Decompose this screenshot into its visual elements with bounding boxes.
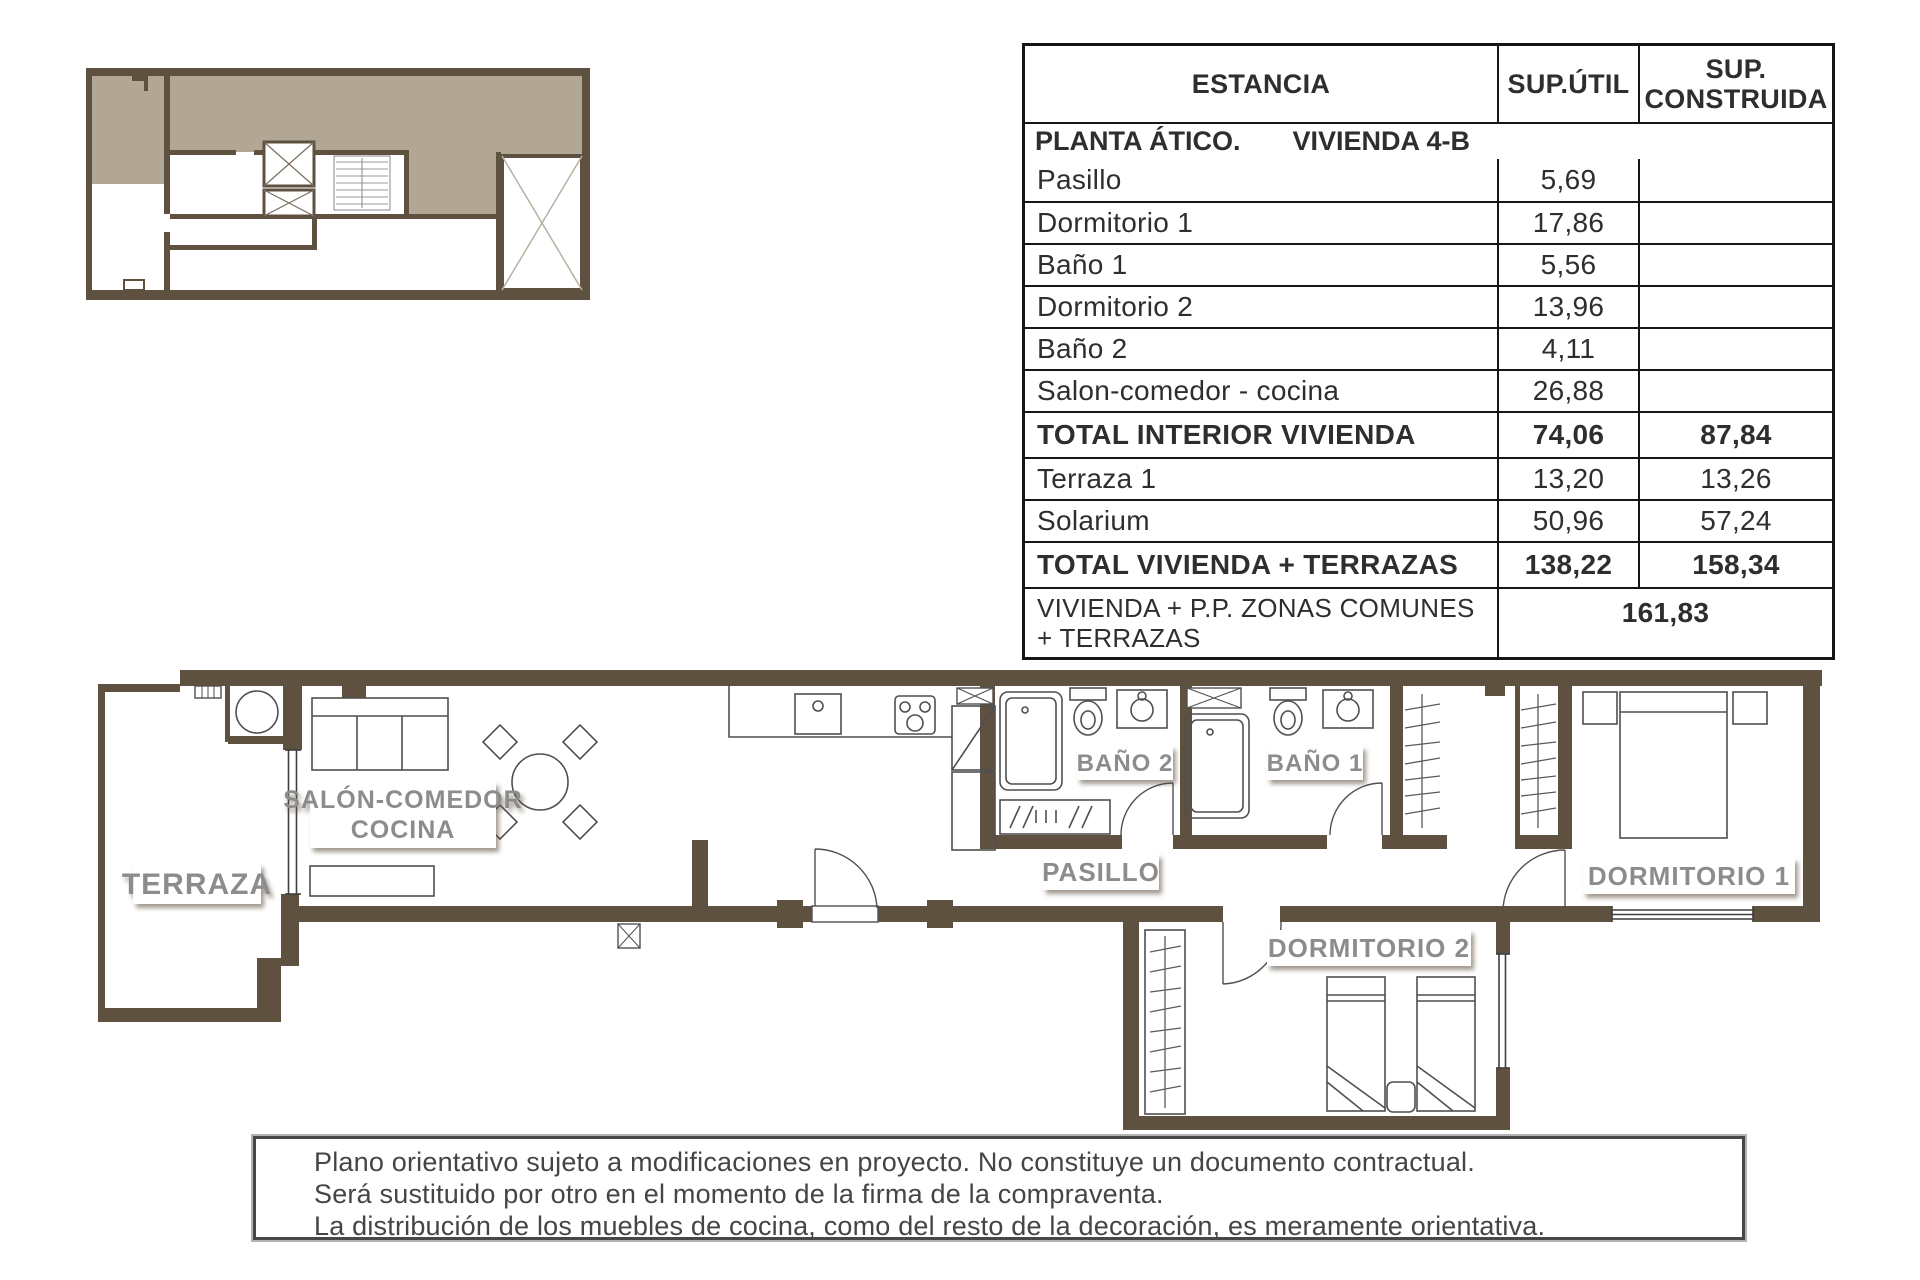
table-row <box>1025 541 1832 587</box>
row-sup-construida <box>1640 371 1832 411</box>
header-sup-util: SUP.ÚTIL <box>1499 46 1640 122</box>
row-label: TOTAL INTERIOR VIVIENDA <box>1025 413 1499 457</box>
table-header-row <box>1025 46 1832 122</box>
disclaimer-line-3: La distribución de los muebles de cocina, como del resto de la decoración, es meramente orientativa. <box>314 1211 1546 1241</box>
plan-furniture <box>236 684 1767 1114</box>
sideboard <box>310 866 434 896</box>
bath1-door <box>1330 783 1382 835</box>
section-title <box>1025 124 1470 159</box>
label-salon-group <box>283 782 522 848</box>
row-sup-construida <box>1640 203 1832 243</box>
row-sup-construida: 13,26 <box>1700 463 1772 494</box>
building-key-plan <box>86 64 596 304</box>
table-row <box>1025 411 1832 457</box>
row-value-span: 161,83 <box>1621 597 1710 628</box>
table-row <box>1025 285 1832 327</box>
row-label: Dormitorio 2 <box>1025 287 1499 327</box>
keyplan-door-notch <box>124 280 144 290</box>
surface-table <box>1022 43 1835 660</box>
label-bano1-group <box>1267 746 1364 780</box>
row-label: Salon-comedor - cocina <box>1025 371 1499 411</box>
row-sup-util: 138,22 <box>1499 543 1640 587</box>
label-salon-line1: SALÓN-COMEDOR <box>283 786 523 814</box>
row-label: Baño 1 <box>1025 245 1499 285</box>
row-label: Solarium <box>1025 501 1499 541</box>
table-row <box>1025 327 1832 369</box>
table-row <box>1025 243 1832 285</box>
row-label: Pasillo <box>1025 159 1499 201</box>
row-sup-util: 13,20 <box>1499 459 1640 499</box>
dining-table <box>483 725 597 839</box>
table-row <box>1025 201 1832 243</box>
sofa <box>312 698 448 770</box>
disclaimer-line-1: Plano orientativo sujeto a modificaciones en proyecto. No constituye un documento contractual. <box>314 1147 1475 1177</box>
keyplan-patio <box>502 156 582 290</box>
label-dormitorio1: DORMITORIO 1 <box>1587 861 1791 891</box>
disclaimer-box <box>253 1136 1745 1240</box>
closet-hatch-pasillo <box>1405 694 1440 828</box>
row-sup-util: 13,96 <box>1499 287 1640 327</box>
row-label: Dormitorio 1 <box>1025 203 1499 243</box>
kitchen-counter <box>729 684 995 850</box>
disclaimer-line-2: Será sustituido por otro en el momento de la firma de la compraventa. <box>314 1179 1164 1209</box>
table-row <box>1025 159 1832 201</box>
closet-hatch-dorm1 <box>1521 694 1556 828</box>
row-sup-util: 5,69 <box>1499 159 1640 201</box>
table-row <box>1025 587 1832 657</box>
bedroom1-furniture <box>1583 692 1767 838</box>
row-sup-util: 26,88 <box>1499 371 1640 411</box>
section-title-left: PLANTA ÁTICO. <box>1035 126 1241 156</box>
label-terraza-group <box>122 864 272 904</box>
keyplan-stairs <box>334 156 390 210</box>
row-sup-util: 5,56 <box>1499 245 1640 285</box>
section-title-right: VIVIENDA 4-B <box>1292 126 1471 156</box>
label-bano2: BAÑO 2 <box>1076 750 1174 777</box>
header-estancia: ESTANCIA <box>1025 46 1499 122</box>
row-sup-construida <box>1640 159 1832 201</box>
row-sup-construida <box>1640 287 1832 327</box>
bedroom1-door <box>1503 850 1565 912</box>
row-sup-util: 74,06 <box>1499 413 1640 457</box>
row-sup-construida <box>1640 329 1832 369</box>
row-sup-util: 17,86 <box>1499 203 1640 243</box>
label-dormitorio1-group <box>1583 858 1795 894</box>
row-label: TOTAL VIVIENDA + TERRAZAS <box>1025 543 1499 587</box>
bath2-door <box>1121 783 1173 835</box>
row-sup-util: 4,11 <box>1499 329 1640 369</box>
entry-threshold <box>812 906 878 922</box>
table-row <box>1025 369 1832 411</box>
label-bano1: BAÑO 1 <box>1266 750 1364 777</box>
row-sup-util: 50,96 <box>1499 501 1640 541</box>
row-sup-construida: 158,34 <box>1692 549 1780 580</box>
label-dormitorio2-group <box>1267 930 1471 966</box>
label-terraza: TERRAZA <box>121 868 273 901</box>
table-row <box>1025 499 1832 541</box>
apartment-floor-plan <box>95 668 1840 1133</box>
row-label: Terraza 1 <box>1025 459 1499 499</box>
label-dormitorio2: DORMITORIO 2 <box>1267 933 1471 963</box>
row-sup-construida: 57,24 <box>1700 505 1772 536</box>
row-sup-construida: 87,84 <box>1700 419 1772 450</box>
row-label: Baño 2 <box>1025 329 1499 369</box>
entry-door <box>815 849 877 908</box>
label-pasillo-group <box>1042 854 1160 890</box>
table-body <box>1025 159 1832 657</box>
row-label: VIVIENDA + P.P. ZONAS COMUNES + TERRAZAS <box>1025 589 1499 657</box>
row-sup-construida <box>1640 245 1832 285</box>
header-sup-construida: SUP. CONSTRUIDA <box>1644 54 1828 114</box>
table-row <box>1025 457 1832 499</box>
label-salon-line2: COCINA <box>350 816 456 844</box>
table-section-row <box>1025 122 1832 159</box>
label-bano2-group <box>1077 746 1174 780</box>
terraza-table <box>236 691 278 733</box>
label-pasillo: PASILLO <box>1042 857 1160 887</box>
